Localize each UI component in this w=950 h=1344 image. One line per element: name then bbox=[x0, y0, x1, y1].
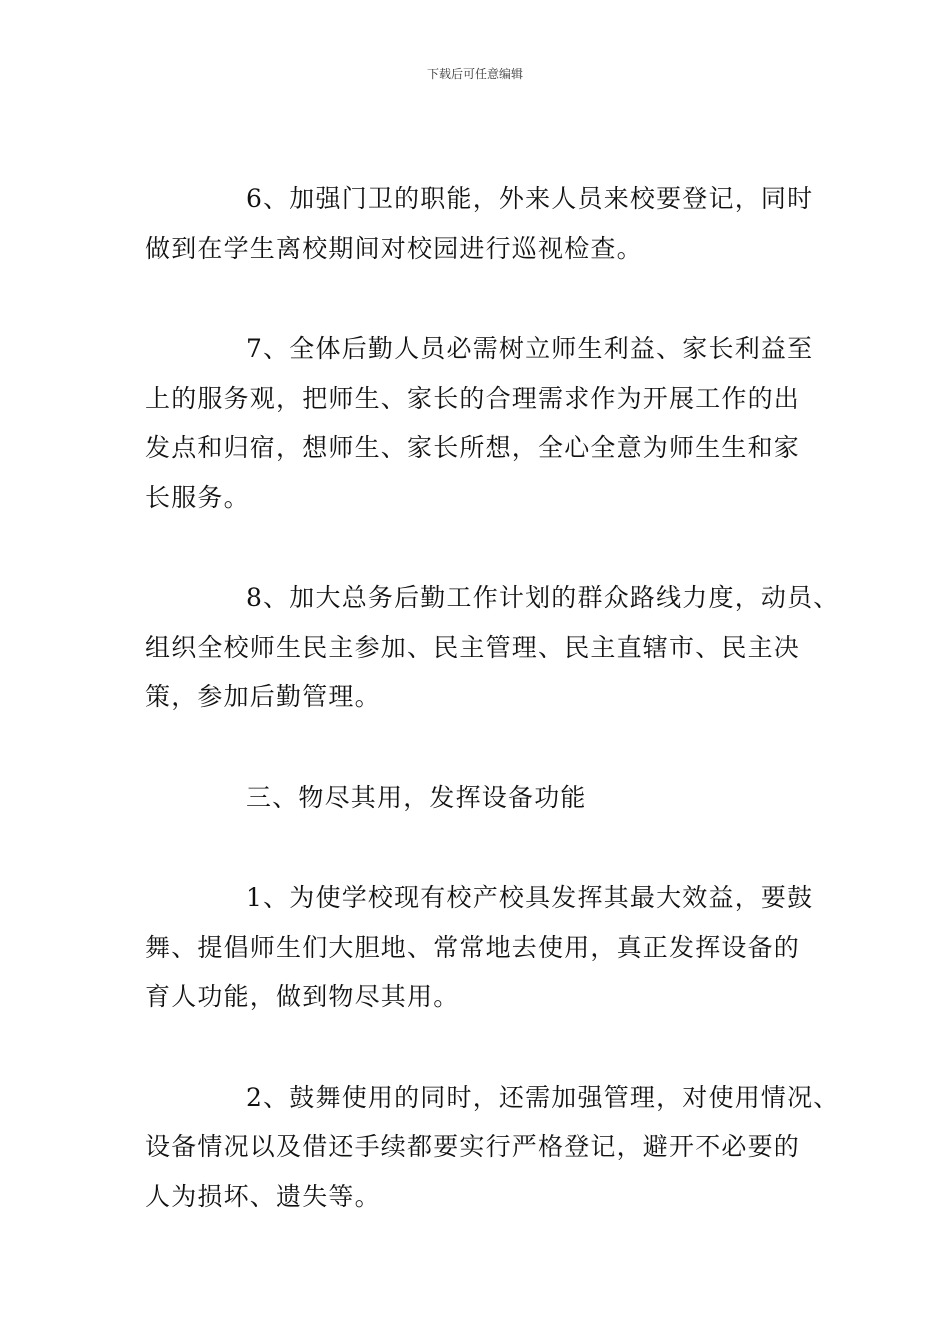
paragraph-line: 2、鼓舞使用的同时，还需加强管理，对使用情况、 bbox=[246, 1082, 840, 1112]
paragraph-line: 组织全校师生民主参加、民主管理、民主直辖市、民主决 bbox=[145, 632, 801, 662]
paragraph-item-8 bbox=[145, 573, 840, 722]
paragraph-line: 上的服务观，把师生、家长的合理需求作为开展工作的出 bbox=[145, 383, 801, 413]
paragraph-item-1 bbox=[145, 873, 815, 1022]
paragraph-line: 7、全体后勤人员必需树立师生利益、家长利益至 bbox=[246, 334, 814, 363]
section-heading-3 bbox=[145, 773, 815, 823]
paragraph-item-2 bbox=[145, 1073, 840, 1222]
paragraph-item-6 bbox=[145, 174, 815, 273]
paragraph-line: 策，参加后勤管理。 bbox=[145, 682, 381, 711]
header-note: 下载后可任意编辑 bbox=[426, 67, 523, 81]
paragraph-line: 人为损坏、遗失等。 bbox=[145, 1181, 381, 1211]
document-body bbox=[145, 174, 840, 1272]
paragraph-line: 长服务。 bbox=[145, 482, 250, 512]
paragraph-line: 设备情况以及借还手续都要实行严格登记，避开不必要的 bbox=[145, 1132, 801, 1161]
section-heading-line: 三、物尽其用，发挥设备功能 bbox=[246, 782, 587, 812]
paragraph-line: 育人功能，做到物尽其用。 bbox=[145, 982, 460, 1011]
paragraph-line: 6、加强门卫的职能，外来人员来校要登记，同时 bbox=[246, 184, 814, 213]
paragraph-line: 舞、提倡师生们大胆地、常常地去使用，真正发挥设备的 bbox=[145, 932, 801, 962]
paragraph-item-7 bbox=[145, 324, 815, 522]
paragraph-line: 8、加大总务后勤工作计划的群众路线力度，动员、 bbox=[246, 583, 840, 612]
paragraph-line: 做到在学生离校期间对校园进行巡视检查。 bbox=[145, 233, 643, 263]
paragraph-line: 发点和归宿，想师生、家长所想，全心全意为师生生和家 bbox=[145, 433, 801, 462]
paragraph-line: 1、为使学校现有校产校具发挥其最大效益，要鼓 bbox=[246, 883, 814, 912]
